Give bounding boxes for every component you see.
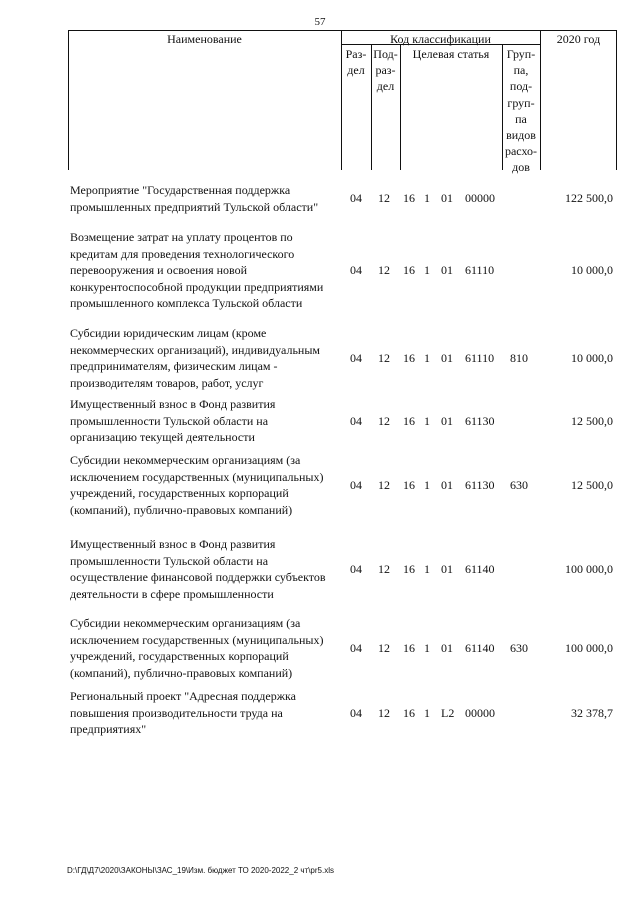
row-name: Мероприятие "Государственная поддержка промышленных предприятий Тульской области" [70, 183, 319, 214]
row-name: Субсидии некоммерческим организациям (за исключением государственных (муниципальных) учреждений, государственных корпораций (компаний), публично-правовых компаний) [70, 453, 324, 517]
row-target-direction: 00000 [465, 191, 495, 206]
row-group: 630 [510, 477, 528, 492]
row-amount: 10 000,0 [571, 263, 613, 277]
page-number: 57 [314, 16, 326, 28]
row-target-main-event: 01 [441, 191, 453, 206]
row-razdel: 04 [350, 640, 362, 655]
row-amount: 100 000,0 [565, 640, 613, 655]
row-target-program: 16 [403, 477, 415, 492]
row-target-main-event: 01 [441, 640, 453, 655]
row-name: Региональный проект "Адресная поддержка повышения производительности труда на предприятиях" [70, 689, 296, 736]
row-target-program: 16 [403, 263, 415, 277]
row-target-direction: 61110 [465, 263, 495, 277]
row-target-direction: 61140 [465, 561, 495, 576]
row-amount: 10 000,0 [571, 350, 613, 365]
row-podrazdel: 12 [378, 477, 390, 492]
row-target-direction: 61110 [465, 350, 495, 365]
row-amount: 32 378,7 [571, 705, 613, 720]
row-target-program: 16 [403, 640, 415, 655]
row-target-subprogram: 1 [424, 561, 430, 576]
row-amount: 12 500,0 [571, 477, 613, 492]
row-amount: 122 500,0 [565, 191, 613, 206]
row-name: Имущественный взнос в Фонд развития промышленности Тульской области на организацию текущей деятельности [70, 397, 276, 444]
header-year: 2020 год [556, 32, 601, 46]
row-podrazdel: 12 [378, 413, 390, 428]
row-target-main-event: 01 [441, 350, 453, 365]
row-target-program: 16 [403, 561, 415, 576]
row-name: Имущественный взнос в Фонд развития промышленности Тульской области на осуществление финансовой поддержки субъектов деятельности в сфере промышленности [70, 537, 326, 601]
row-target-direction: 61130 [465, 477, 495, 492]
row-target-direction: 61130 [465, 413, 495, 428]
header-name: Наименование [167, 32, 242, 46]
row-group: 810 [510, 350, 528, 365]
row-podrazdel: 12 [378, 350, 390, 365]
row-target-main-event: 01 [441, 413, 453, 428]
row-group: 630 [510, 640, 528, 655]
row-target-subprogram: 1 [424, 477, 430, 492]
row-target-main-event: 01 [441, 477, 453, 492]
row-amount: 12 500,0 [571, 413, 613, 428]
file-path-footer: D:\ГД\Д7\2020\ЗАКОНЫ\ЗАС_19\Изм. бюджет ТО 2020-2022_2 чт\pr5.xls [67, 866, 334, 875]
row-razdel: 04 [350, 350, 362, 365]
row-target-program: 16 [403, 350, 415, 365]
row-razdel: 04 [350, 477, 362, 492]
row-target-subprogram: 1 [424, 191, 430, 206]
header-group: Груп- па, под- груп- па видов расхо- дов [504, 47, 538, 175]
row-target-program: 16 [403, 705, 415, 720]
row-amount: 100 000,0 [565, 561, 613, 576]
header-target-article: Целевая статья [412, 47, 490, 61]
row-razdel: 04 [350, 561, 362, 576]
row-target-main-event: 01 [441, 561, 453, 576]
row-razdel: 04 [350, 191, 362, 206]
header-podrazdel: Под- раз- дел [373, 47, 398, 94]
row-target-subprogram: 1 [424, 263, 430, 277]
row-razdel: 04 [350, 263, 362, 277]
row-target-subprogram: 1 [424, 640, 430, 655]
row-podrazdel: 12 [378, 191, 390, 206]
row-target-direction: 00000 [465, 705, 495, 720]
row-target-program: 16 [403, 413, 415, 428]
row-target-subprogram: 1 [424, 350, 430, 365]
row-razdel: 04 [350, 413, 362, 428]
row-target-main-event: L2 [441, 705, 455, 720]
header-code-classification: Код классификации [390, 32, 491, 46]
row-target-subprogram: 1 [424, 413, 430, 428]
row-podrazdel: 12 [378, 705, 390, 720]
row-razdel: 04 [350, 705, 362, 720]
row-target-subprogram: 1 [424, 705, 430, 720]
table-header [68, 30, 617, 175]
header-razdel: Раз- дел [345, 47, 367, 78]
row-name: Субсидии некоммерческим организациям (за исключением государственных (муниципальных) учреждений, государственных корпораций (компаний), публично-правовых компаний) [70, 616, 324, 680]
row-target-program: 16 [403, 191, 415, 206]
row-name: Возмещение затрат на уплату процентов по кредитам для проведения технологического перевооружения и освоения новой конкурентоспособной продукции предприятиями промышленного комплекса Тульской области [70, 230, 324, 310]
row-podrazdel: 12 [378, 640, 390, 655]
row-podrazdel: 12 [378, 561, 390, 576]
row-podrazdel: 12 [378, 263, 390, 277]
row-target-main-event: 01 [441, 263, 453, 277]
row-target-direction: 61140 [465, 640, 495, 655]
row-name: Субсидии юридическим лицам (кроме некоммерческих организаций), индивидуальным предпринимателям, физическим лицам - производителям товаров, работ, услуг [70, 326, 320, 390]
